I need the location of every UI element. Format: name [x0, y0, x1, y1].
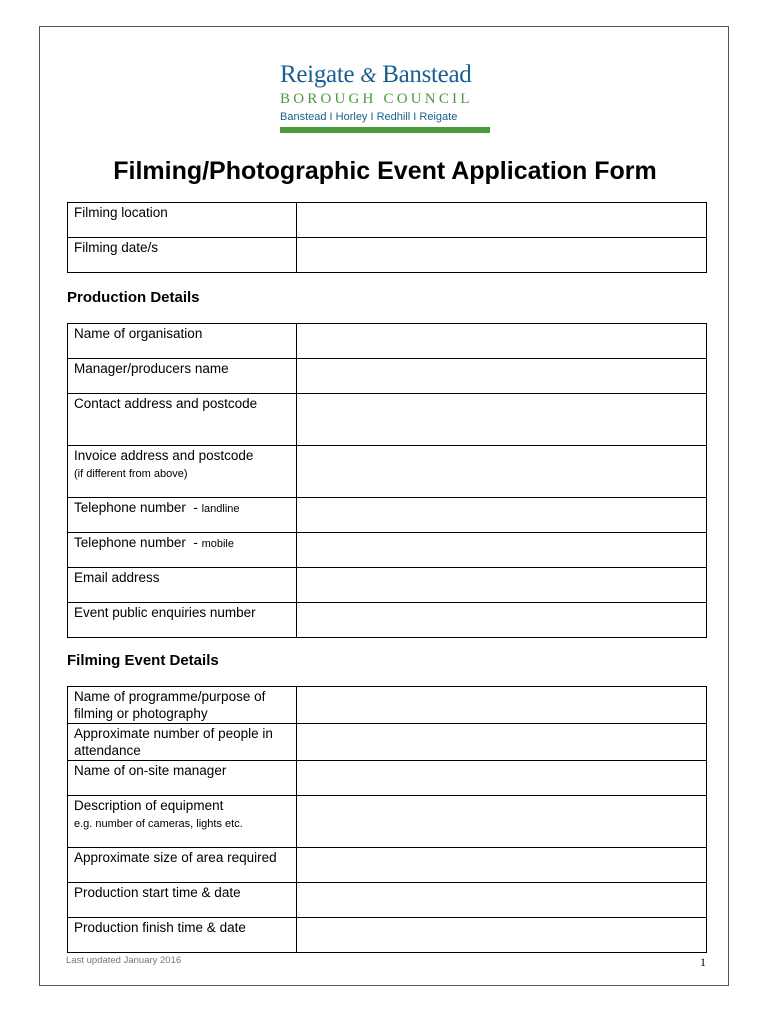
- table-row: [68, 883, 707, 918]
- email-address-field[interactable]: [297, 568, 707, 603]
- table-row: [68, 394, 707, 446]
- filming-event-details-table: [67, 686, 707, 953]
- production-details-table: [67, 323, 707, 638]
- invoice-address-field[interactable]: [297, 446, 707, 498]
- attendance-number-field[interactable]: [297, 724, 707, 761]
- equipment-description-field[interactable]: [297, 796, 707, 848]
- field-label: Event public enquiries number: [68, 603, 297, 638]
- field-label: Filming location: [68, 203, 297, 238]
- table-row: [68, 203, 707, 238]
- table-row: [68, 724, 707, 761]
- production-details-heading: Production Details: [67, 289, 200, 306]
- field-hint: mobile: [201, 538, 234, 550]
- table-row: [68, 324, 707, 359]
- field-label: Name of organisation: [68, 324, 297, 359]
- telephone-mobile-field[interactable]: [297, 533, 707, 568]
- programme-purpose-field[interactable]: [297, 687, 707, 724]
- table-row: [68, 568, 707, 603]
- document-page: [39, 26, 729, 986]
- onsite-manager-field[interactable]: [297, 761, 707, 796]
- filming-dates-field[interactable]: [297, 238, 707, 273]
- field-label: Filming date/s: [68, 238, 297, 273]
- organisation-name-field[interactable]: [297, 324, 707, 359]
- finish-time-date-field[interactable]: [297, 918, 707, 953]
- table-row: [68, 687, 707, 724]
- field-label: Approximate number of people in attendance: [68, 724, 297, 761]
- form-title: Filming/Photographic Event Application Form: [113, 157, 657, 185]
- start-time-date-field[interactable]: [297, 883, 707, 918]
- field-label: Name of programme/purpose of filming or photography: [68, 687, 297, 724]
- area-size-field[interactable]: [297, 848, 707, 883]
- filming-location-table: [67, 202, 707, 273]
- contact-address-field[interactable]: [297, 394, 707, 446]
- enquiries-number-field[interactable]: [297, 603, 707, 638]
- table-row: [68, 761, 707, 796]
- field-label: Description of equipment e.g. number of cameras, lights etc.: [68, 796, 297, 848]
- table-row: [68, 603, 707, 638]
- field-hint: e.g. number of cameras, lights etc.: [74, 818, 243, 830]
- table-row: [68, 359, 707, 394]
- table-row: [68, 498, 707, 533]
- field-label: Name of on-site manager: [68, 761, 297, 796]
- field-label: Telephone number - landline: [68, 498, 297, 533]
- logo-towns: Banstead I Horley I Redhill I Reigate: [280, 111, 458, 123]
- field-label: Manager/producers name: [68, 359, 297, 394]
- last-updated-note: Last updated January 2016: [66, 955, 182, 966]
- field-label: Approximate size of area required: [68, 848, 297, 883]
- logo-subtitle: BOROUGH COUNCIL: [280, 91, 473, 107]
- field-label: Production start time & date: [68, 883, 297, 918]
- field-hint: landline: [201, 503, 240, 515]
- table-row: [68, 848, 707, 883]
- field-label: Telephone number - mobile: [68, 533, 297, 568]
- page-number: 1: [700, 955, 706, 969]
- filming-location-field[interactable]: [297, 203, 707, 238]
- table-row: [68, 533, 707, 568]
- logo-bar: [280, 127, 490, 133]
- table-row: [68, 796, 707, 848]
- field-hint: (if different from above): [74, 468, 188, 480]
- field-label: Invoice address and postcode (if different from above): [68, 446, 297, 498]
- logo-wordmark: Reigate & Banstead: [280, 61, 472, 88]
- table-row: [68, 238, 707, 273]
- filming-event-details-heading: Filming Event Details: [67, 652, 219, 669]
- telephone-landline-field[interactable]: [297, 498, 707, 533]
- table-row: [68, 446, 707, 498]
- field-label: Contact address and postcode: [68, 394, 297, 446]
- field-label: Production finish time & date: [68, 918, 297, 953]
- council-logo: [280, 62, 492, 133]
- table-row: [68, 918, 707, 953]
- field-label: Email address: [68, 568, 297, 603]
- manager-name-field[interactable]: [297, 359, 707, 394]
